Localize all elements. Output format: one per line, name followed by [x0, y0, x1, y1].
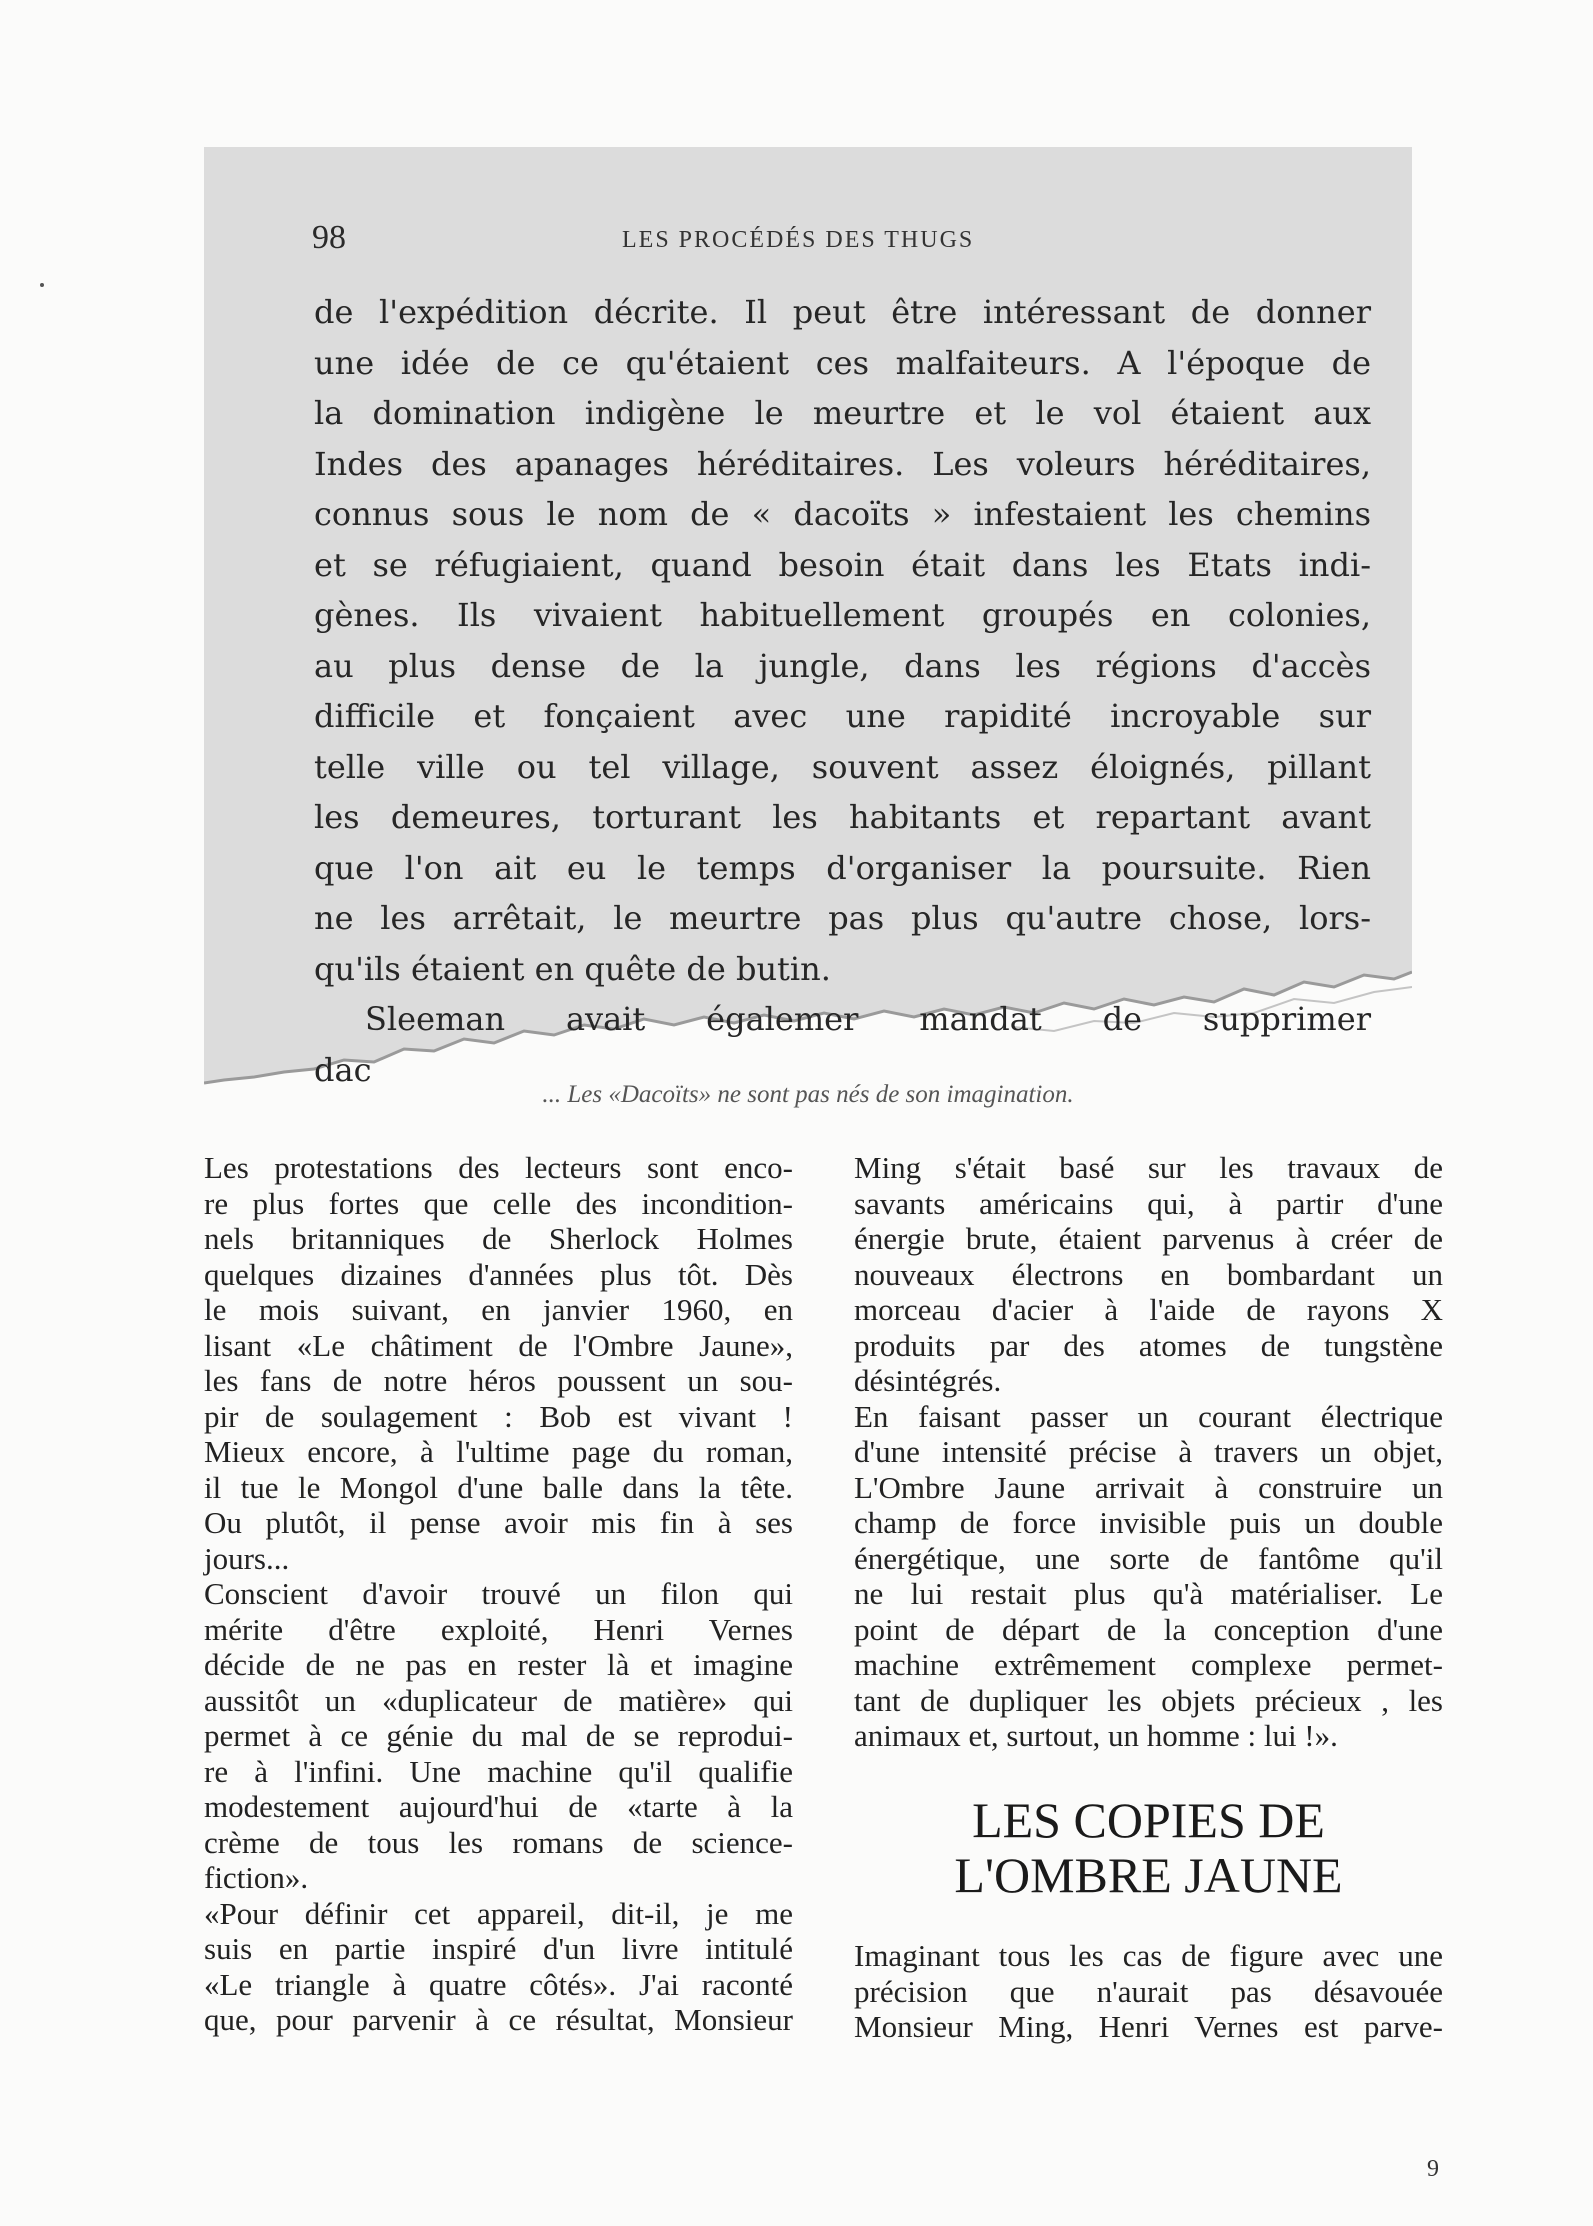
scan-line: une idée de ce qu'étaient ces malfaiteurs. A l'époque de [314, 343, 1371, 382]
text-line: jours... [204, 1540, 290, 1576]
text-line: Mieux encore, à l'ultime page du roman, [204, 1434, 793, 1469]
scan-line: au plus dense de la jungle, dans les régions d'accès [314, 646, 1371, 685]
text-line: d'une intensité précise à travers un objet, [854, 1434, 1443, 1469]
left-column [204, 1150, 793, 2038]
scanned-excerpt [204, 147, 1412, 1129]
scan-header [312, 219, 1412, 269]
text-line: il tue le Mongol d'une balle dans la tête. [204, 1469, 793, 1505]
text-line: En faisant passer un courant électrique [854, 1398, 1443, 1434]
text-line: mérite d'être exploité, Henri Vernes [204, 1611, 793, 1647]
text-line: décide de ne pas en rester là et imagine [204, 1647, 793, 1682]
text-line: re plus fortes que celle des incondition- [204, 1185, 793, 1221]
text-line: énergie brute, étaient parvenus à créer de [854, 1221, 1443, 1256]
text-line: savants américains qui, à partir d'une [854, 1185, 1443, 1221]
scan-line-torn: Sleeman avait égalemer mandat de supprimer [365, 1000, 1371, 1038]
scan-line: qu'ils étaient en quête de butin. [314, 949, 831, 988]
right-column [854, 1150, 1443, 1754]
text-line: ne lui restait plus qu'à matérialiser. Le [854, 1576, 1443, 1611]
scan-line: les demeures, torturant les habitants et repartant avant [314, 798, 1371, 836]
text-line: lisant «Le châtiment de l'Ombre Jaune», [204, 1327, 793, 1363]
text-line: morceau d'acier à l'aide de rayons X [854, 1292, 1443, 1327]
text-line: champ de force invisible puis un double [854, 1505, 1443, 1540]
text-line: tant de dupliquer les objets précieux , les [854, 1682, 1443, 1718]
text-line: suis en partie inspiré d'un livre intitulé [204, 1931, 793, 1966]
text-line: re à l'infini. Une machine qu'il qualifie [204, 1753, 793, 1789]
scan-line: difficile et fonçaient avec une rapidité incroyable sur [314, 697, 1371, 735]
scan-line-torn: dac [314, 1050, 372, 1089]
image-caption: ... Les «Dacoïts» ne sont pas nés de son imagination. [542, 1081, 1074, 1108]
section-body [854, 1938, 1443, 2045]
scan-line: la domination indigène le meurtre et le vol étaient aux [314, 394, 1371, 432]
scan-line: connus sous le nom de « dacoïts » infestaient les chemins [314, 495, 1371, 533]
section-heading [854, 1793, 1443, 1903]
text-line: produits par des atomes de tungstène [854, 1327, 1443, 1363]
scan-line: ne les arrêtait, le meurtre pas plus qu'autre chose, lors- [314, 899, 1371, 937]
text-line: Ou plutôt, il pense avoir mis fin à ses [204, 1505, 793, 1540]
text-line: énergétique, une sorte de fantôme qu'il [854, 1540, 1443, 1576]
scan-running-head: LES PROCÉDÉS DES THUGS [622, 227, 975, 253]
text-line: Imaginant tous les cas de figure avec une [854, 1938, 1443, 1973]
text-line: «Le triangle à quatre côtés». J'ai raconté [204, 1966, 793, 2002]
text-line: désintégrés. [854, 1363, 1002, 1398]
text-line: permet à ce génie du mal de se reprodui- [204, 1718, 793, 1753]
text-line: Les protestations des lecteurs sont enco- [204, 1150, 793, 1185]
text-line: crème de tous les romans de science- [204, 1824, 793, 1860]
text-line: que, pour parvenir à ce résultat, Monsieur [204, 2002, 793, 2037]
stray-mark [40, 283, 44, 287]
text-line: quelques dizaines d'années plus tôt. Dès [204, 1256, 793, 1292]
scan-line: que l'on ait eu le temps d'organiser la poursuite. Rien [314, 848, 1371, 887]
scan-line: gènes. Ils vivaient habituellement groupés en colonies, [314, 596, 1371, 634]
text-line: modestement aujourd'hui de «tarte à la [204, 1789, 793, 1824]
text-line: fiction». [204, 1860, 309, 1895]
page-number: 9 [1427, 2156, 1439, 2182]
scan-line: telle ville ou tel village, souvent assez éloignés, pillant [314, 747, 1371, 786]
text-line: L'Ombre Jaune arrivait à construire un [854, 1469, 1443, 1505]
scan-line: Indes des apanages héréditaires. Les voleurs héréditaires, [314, 444, 1371, 483]
scan-page-number: 98 [312, 219, 346, 256]
text-line: Ming s'était basé sur les travaux de [854, 1150, 1443, 1185]
text-line: nouveaux électrons en bombardant un [854, 1256, 1443, 1292]
text-line: machine extrêmement complexe permet- [854, 1647, 1443, 1682]
text-line: nels britanniques de Sherlock Holmes [204, 1221, 793, 1256]
text-line: Conscient d'avoir trouvé un filon qui [204, 1576, 793, 1611]
text-line: précision que n'aurait pas désavouée [854, 1973, 1443, 2009]
text-line: Monsieur Ming, Henri Vernes est parve- [854, 2009, 1443, 2044]
text-line: aussitôt un «duplicateur de matière» qui [204, 1682, 793, 1718]
text-line: animaux et, surtout, un homme : lui !». [854, 1718, 1338, 1753]
section-heading-line: LES COPIES DE [972, 1792, 1325, 1848]
text-line: pir de soulagement : Bob est vivant ! [204, 1398, 793, 1434]
scan-line: et se réfugiaient, quand besoin était dans les Etats indi- [314, 545, 1371, 584]
section-heading-line: L'OMBRE JAUNE [954, 1847, 1343, 1903]
scan-body-text [314, 287, 1371, 1095]
text-line: «Pour définir cet appareil, dit-il, je me [204, 1895, 793, 1931]
scan-line: de l'expédition décrite. Il peut être intéressant de donner [314, 293, 1371, 331]
text-line: les fans de notre héros poussent un sou- [204, 1363, 793, 1398]
text-line: point de départ de la conception d'une [854, 1611, 1443, 1647]
text-line: le mois suivant, en janvier 1960, en [204, 1292, 793, 1327]
